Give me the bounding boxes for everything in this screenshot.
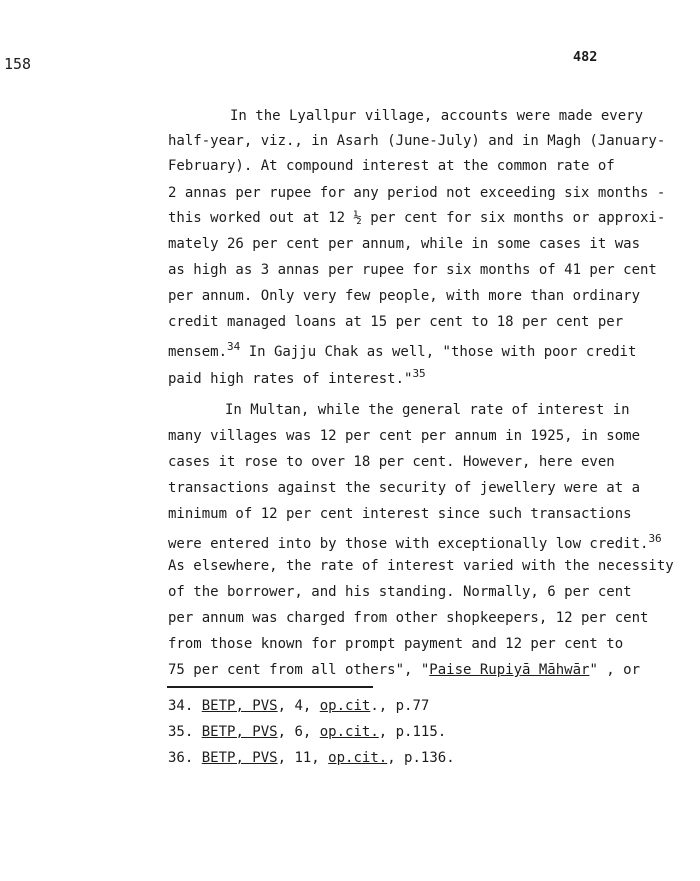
para1-line-1: In the Lyallpur village, accounts were made every: [230, 108, 644, 124]
para2-line-3: cases it rose to over 18 per cent. However, here even: [168, 454, 615, 470]
footnote-ref-34: 34: [227, 340, 241, 353]
para2-text: were entered into by those with exceptionally low credit.: [168, 536, 649, 552]
para2-line-7: As elsewhere, the rate of interest varied with the necessity: [168, 558, 674, 574]
footnote-number: 35.: [168, 724, 194, 740]
left-page-number: 158: [4, 55, 32, 73]
footnote-source: BETP, PVS: [201, 698, 278, 714]
para1-line-3: February). At compound interest at the common rate of: [168, 158, 615, 174]
para2-line-10: from those known for prompt payment and 12 per cent to: [168, 636, 624, 652]
footnote-text: ., p.77: [370, 698, 430, 714]
footnote-separator: [167, 686, 373, 688]
footnote-text: , 4,: [277, 698, 320, 714]
footnote-number: 36.: [168, 750, 194, 766]
footnote-36: [168, 750, 455, 766]
footnote-number: 34.: [168, 698, 194, 714]
footnote-ref-35: 35: [412, 367, 426, 380]
para2-line-4: transactions against the security of jewellery were at a: [168, 480, 641, 496]
para2-text: 75 per cent from all others", ": [168, 662, 430, 678]
footnote-ref-36: 36: [648, 532, 662, 545]
para1-text: In Gajju Chak as well, "those with poor credit: [240, 344, 637, 360]
para2-line-8: of the borrower, and his standing. Normally, 6 per cent: [168, 584, 632, 600]
para1-line-6: mately 26 per cent per annum, while in some cases it was: [168, 236, 641, 252]
footnote-text: , p.136.: [387, 750, 455, 766]
underlined-phrase: Paise Rupiyā Māhwār: [429, 662, 590, 678]
footnote-source: BETP, PVS: [201, 750, 278, 766]
footnote-op-cit: op.cit.: [319, 724, 379, 740]
para1-line-11: [168, 367, 426, 387]
right-page-number: 482: [573, 49, 598, 65]
para1-line-5: this worked out at 12 ½ per cent for six months or approxi-: [168, 210, 666, 226]
para1-line-2: half-year, viz., in Asarh (June-July) and in Magh (January-: [168, 133, 666, 149]
para1-line-8: per annum. Only very few people, with more than ordinary: [168, 288, 641, 304]
footnote-text: , p.115.: [378, 724, 447, 740]
footnote-text: , 11,: [277, 750, 329, 766]
footnote-text: , 6,: [277, 724, 320, 740]
para1-line-4: 2 annas per rupee for any period not exceeding six months -: [168, 185, 666, 201]
para1-line-9: credit managed loans at 15 per cent to 18 per cent per: [168, 314, 624, 330]
para2-line-11: [168, 662, 640, 678]
para1-line-10: [168, 340, 636, 360]
footnote-op-cit: op.cit: [319, 698, 371, 714]
para2-line-6: [168, 532, 662, 552]
para2-line-5: minimum of 12 per cent interest since such transactions: [168, 506, 632, 522]
para2-line-9: per annum was charged from other shopkeepers, 12 per cent: [168, 610, 649, 626]
para2-text: " , or: [589, 662, 641, 678]
footnote-source: BETP, PVS: [201, 724, 278, 740]
para1-line-7: as high as 3 annas per rupee for six months of 41 per cent: [168, 262, 657, 278]
footnote-34: [168, 698, 429, 714]
footnote-35: [168, 724, 446, 740]
para2-line-2: many villages was 12 per cent per annum in 1925, in some: [168, 428, 641, 444]
para1-text: mensem.: [168, 344, 228, 360]
para1-text: paid high rates of interest.": [168, 371, 413, 387]
para2-line-1: In Multan, while the general rate of interest in: [225, 402, 630, 418]
footnote-op-cit: op.cit.: [328, 750, 388, 766]
